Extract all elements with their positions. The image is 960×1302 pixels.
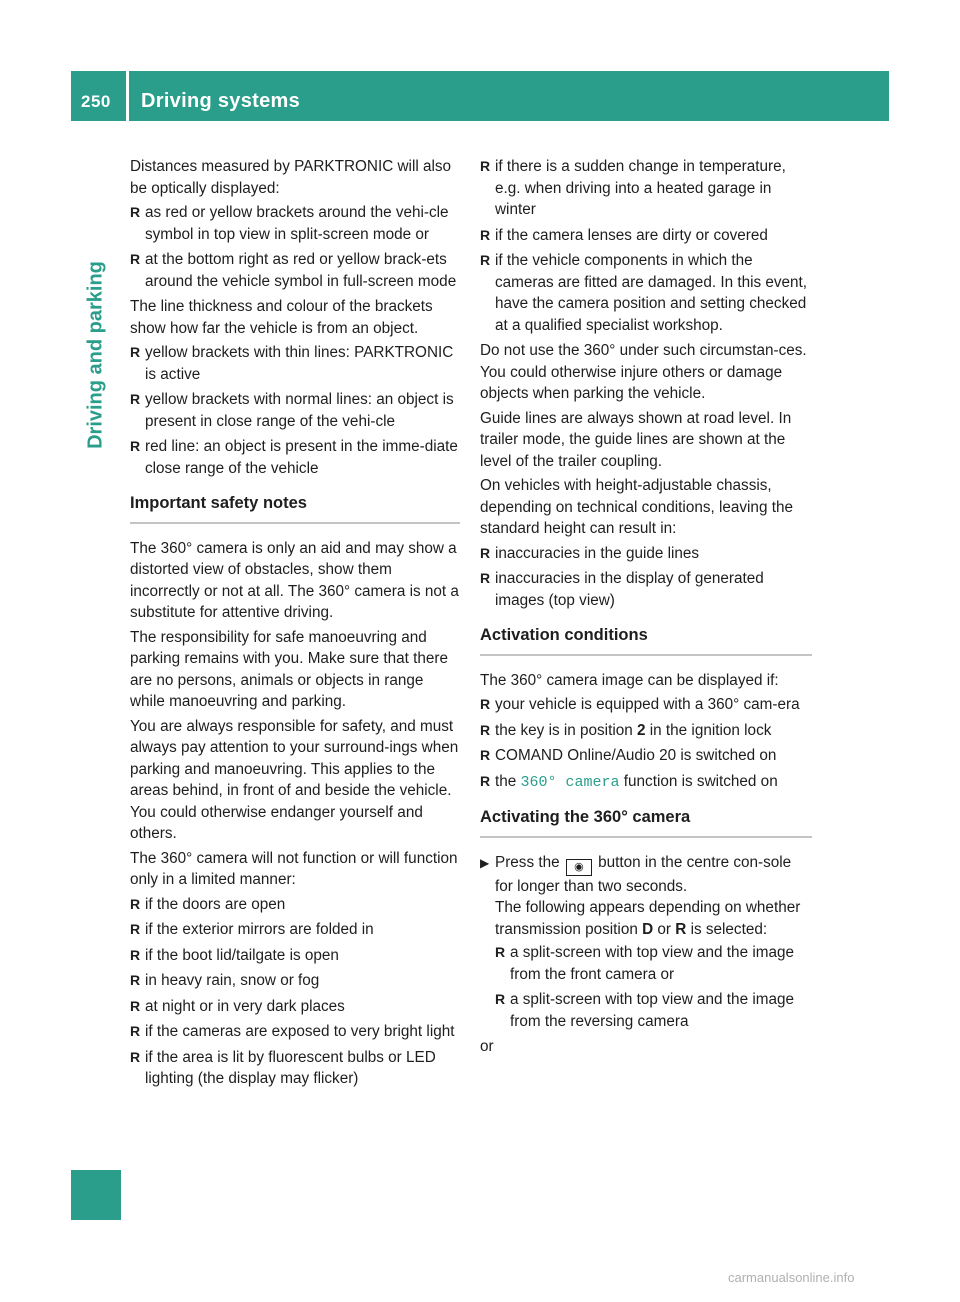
bullet-list: [480, 156, 812, 336]
list-item: R a split-screen with top view and the image from the reversing camera: [495, 989, 812, 1032]
list-item: R inaccuracies in the guide lines: [480, 543, 812, 565]
text: or: [653, 920, 676, 938]
camera-car-icon: ◉: [566, 859, 592, 876]
text: is selected:: [686, 920, 768, 938]
heading-activation-conditions: Activation conditions: [480, 625, 812, 656]
list-item: R red line: an object is present in the imme-diate close range of the vehicle: [130, 436, 460, 479]
paragraph: On vehicles with height-adjustable chassis, depending on technical conditions, leaving the standard height can result in:: [480, 477, 793, 537]
list-item: R if there is a sudden change in temperature, e.g. when driving into a heated garage in winter: [480, 156, 812, 221]
list-item: R in heavy rain, snow or fog: [130, 970, 460, 992]
watermark: carmanualsonline.info: [728, 1270, 855, 1285]
bullet-list: [480, 694, 812, 793]
bullet-list: [480, 543, 812, 612]
list-item: R at the bottom right as red or yellow brack-ets around the vehicle symbol in full-screen mode: [130, 249, 460, 292]
bullet-list: [130, 894, 460, 1090]
section-title: Driving systems: [141, 90, 301, 112]
paragraph: Distances measured by PARKTRONIC will also be optically displayed:: [130, 158, 452, 197]
text: Press the: [495, 853, 564, 871]
paragraph: or: [480, 1038, 494, 1055]
text: in the ignition lock: [645, 721, 772, 739]
list-item: R your vehicle is equipped with a 360° cam-era: [480, 694, 812, 716]
list-item: R a split-screen with top view and the image from the front camera or: [495, 942, 812, 985]
bullet-list: [130, 342, 460, 479]
list-item: R if the area is lit by fluorescent bulbs or LED lighting (the display may flicker): [130, 1047, 460, 1090]
menu-function-name: 360° camera: [520, 773, 620, 791]
text: the key is in position: [495, 721, 637, 739]
instruction-step: [480, 852, 812, 1033]
gear-d: D: [642, 920, 654, 938]
paragraph: Guide lines are always shown at road level. In trailer mode, the guide lines are shown at the level of the trailer coupling.: [480, 409, 792, 470]
paragraph: Do not use the 360° under such circumstan-ces. You could otherwise injure others or damage objects when parking the vehicle.: [480, 342, 807, 402]
header-divider: [126, 71, 129, 121]
list-item: R yellow brackets with normal lines: an object is present in close range of the vehi-cle: [130, 389, 460, 432]
paragraph: The 360° camera will not function or will function only in a limited manner:: [130, 849, 458, 888]
list-item: R as red or yellow brackets around the vehi-cle symbol in top view in split-screen mode or: [130, 202, 460, 245]
paragraph: The 360° camera is only an aid and may show a distorted view of obstacles, show them incorrectly or not at all. The 360° camera is not a substitute for attentive driving.: [130, 539, 459, 621]
paragraph: The line thickness and colour of the brackets show how far the vehicle is from an object.: [130, 298, 433, 337]
paragraph: You are always responsible for safety, and must always pay attention to your surround-ings when parking and manoeuvring. This applies to the areas behind, in front of and beside the vehicle. You could otherwise endanger yourself and others.: [130, 717, 459, 842]
list-item: R inaccuracies in the display of generated images (top view): [480, 568, 812, 611]
list-item: R if the camera lenses are dirty or covered: [480, 225, 812, 247]
list-item: [480, 720, 812, 742]
page-number: 250: [81, 92, 111, 111]
paragraph: The responsibility for safe manoeuvring and parking remains with you. Make sure that there are no persons, animals or objects in range while manoeuvring and parking.: [130, 628, 448, 710]
list-item: R if the doors are open: [130, 894, 460, 916]
text: The following appears depending on whether transmission position: [495, 899, 801, 938]
list-item: [480, 771, 812, 794]
step-arrow-icon: ▶: [480, 855, 490, 870]
text: the: [495, 772, 521, 790]
left-column: [130, 156, 460, 1094]
list-item: R if the vehicle components in which the cameras are fitted are damaged. In this event, have the camera position and setting checked at a qualified specialist workshop.: [480, 250, 812, 336]
list-item: R if the boot lid/tailgate is open: [130, 945, 460, 967]
list-item: R at night or in very dark places: [130, 996, 460, 1018]
gear-r: R: [675, 920, 687, 938]
list-item: R COMAND Online/Audio 20 is switched on: [480, 745, 812, 767]
list-item: R if the cameras are exposed to very bright light: [130, 1021, 460, 1043]
bullet-list: [495, 942, 812, 1032]
side-tab-label: Driving and parking: [84, 261, 107, 449]
right-column: [480, 156, 812, 1061]
heading-safety-notes: Important safety notes: [130, 493, 460, 524]
text: button in the centre con-sole for longer than two seconds.: [495, 853, 792, 895]
key-position: 2: [637, 721, 646, 739]
bullet-list: [130, 202, 460, 292]
list-item: R if the exterior mirrors are folded in: [130, 919, 460, 941]
text: function is switched on: [619, 772, 778, 790]
heading-activating-camera: Activating the 360° camera: [480, 807, 812, 838]
list-item: R yellow brackets with thin lines: PARKTRONIC is active: [130, 342, 460, 385]
side-tab-marker: [71, 1170, 121, 1220]
paragraph: The 360° camera image can be displayed if:: [480, 671, 779, 689]
